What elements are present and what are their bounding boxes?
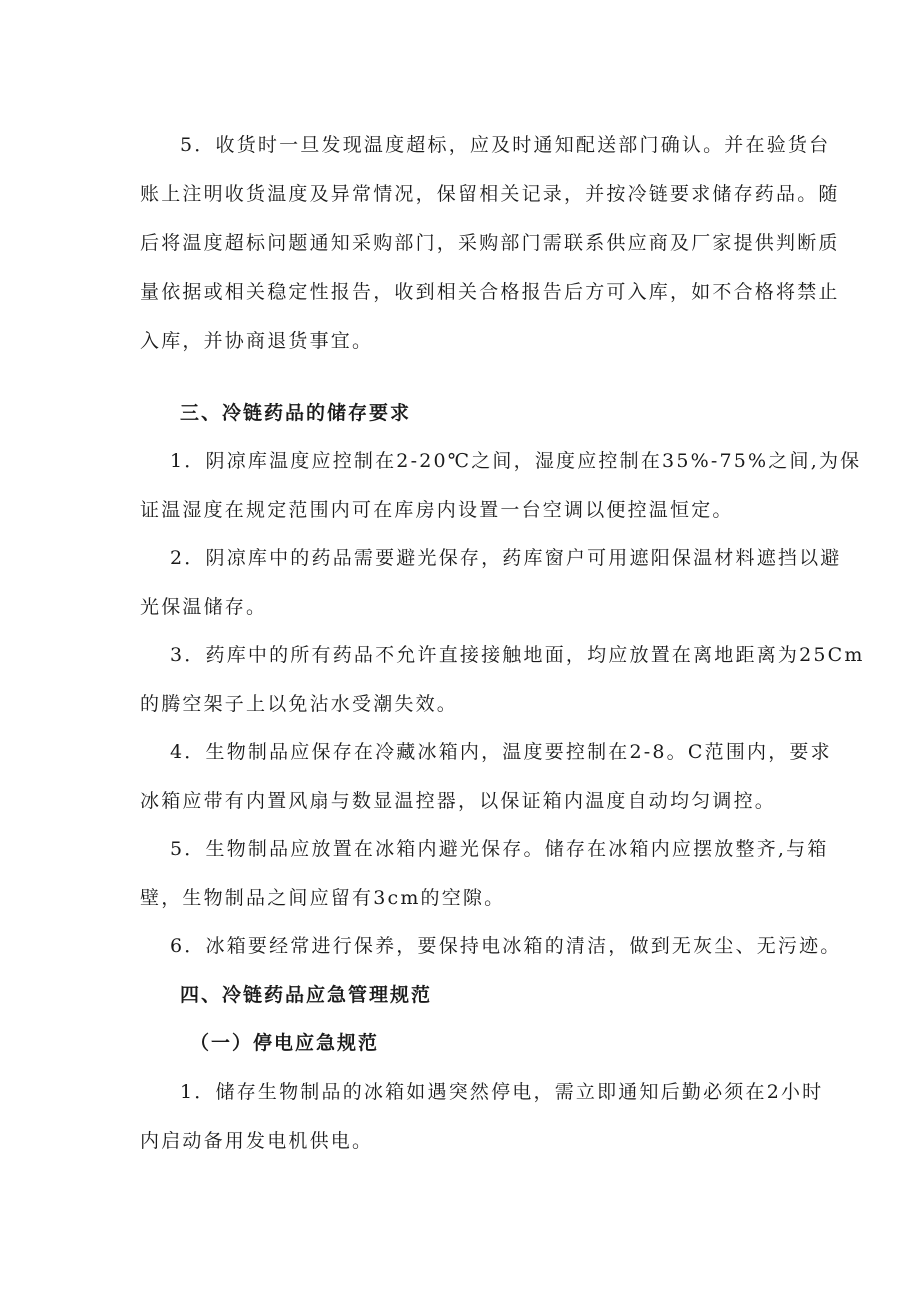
paragraph-line: 内启动备用发电机供电。 [140,1130,374,1152]
paragraph-line: 账上注明收货温度及异常情况，保留相关记录，并按冷链要求储存药品。随 [140,183,840,205]
section-heading: 三、冷链药品的储存要求 [180,402,412,424]
paragraph-line: 壁，生物制品之间应留有3cm的空隙。 [140,887,506,909]
paragraph-line: 冰箱应带有内置风扇与数显温控器，以保证箱内温度自动均匀调控。 [140,790,777,812]
paragraph-line: 光保温储存。 [140,596,268,618]
paragraph-line: 5．生物制品应放置在冰箱内避光保存。储存在冰箱内应摆放整齐,与箱 [170,838,829,860]
paragraph-line: 1．储存生物制品的冰箱如遇突然停电，需立即通知后勤必须在2小时 [180,1081,824,1103]
paragraph-line: 的腾空架子上以免沾水受潮失效。 [140,693,459,715]
paragraph-line: 后将温度超标问题通知采购部门，采购部门需联系供应商及厂家提供判断质 [140,232,840,254]
paragraph-line: 2．阴凉库中的药品需要避光保存，药库窗户可用遮阳保温材料遮挡以避 [170,547,842,569]
paragraph-line: 1．阴凉库温度应控制在2-20℃之间，湿度应控制在35%-75%之间,为保 [170,450,862,472]
paragraph-line: 6．冰箱要经常进行保养，要保持电冰箱的清洁，做到无灰尘、无污迹。 [170,935,842,957]
subsection-heading: （一）停电应急规范 [190,1032,380,1054]
section-heading: 四、冷链药品应急管理规范 [180,984,433,1006]
paragraph-line: 证温湿度在规定范围内可在库房内设置一台空调以便控温恒定。 [140,499,734,521]
paragraph-line: 量依据或相关稳定性报告，收到相关合格报告后方可入库，如不合格将禁止 [140,281,840,303]
paragraph-line: 入库，并协商退货事宜。 [140,330,374,352]
paragraph-line: 3．药库中的所有药品不允许直接接触地面，均应放置在离地距离为25Cm [170,644,865,666]
paragraph-line: 5．收货时一旦发现温度超标，应及时通知配送部门确认。并在验货台 [180,134,831,156]
paragraph-line: 4．生物制品应保存在冷藏冰箱内，温度要控制在2-8。C范围内，要求 [170,741,832,763]
